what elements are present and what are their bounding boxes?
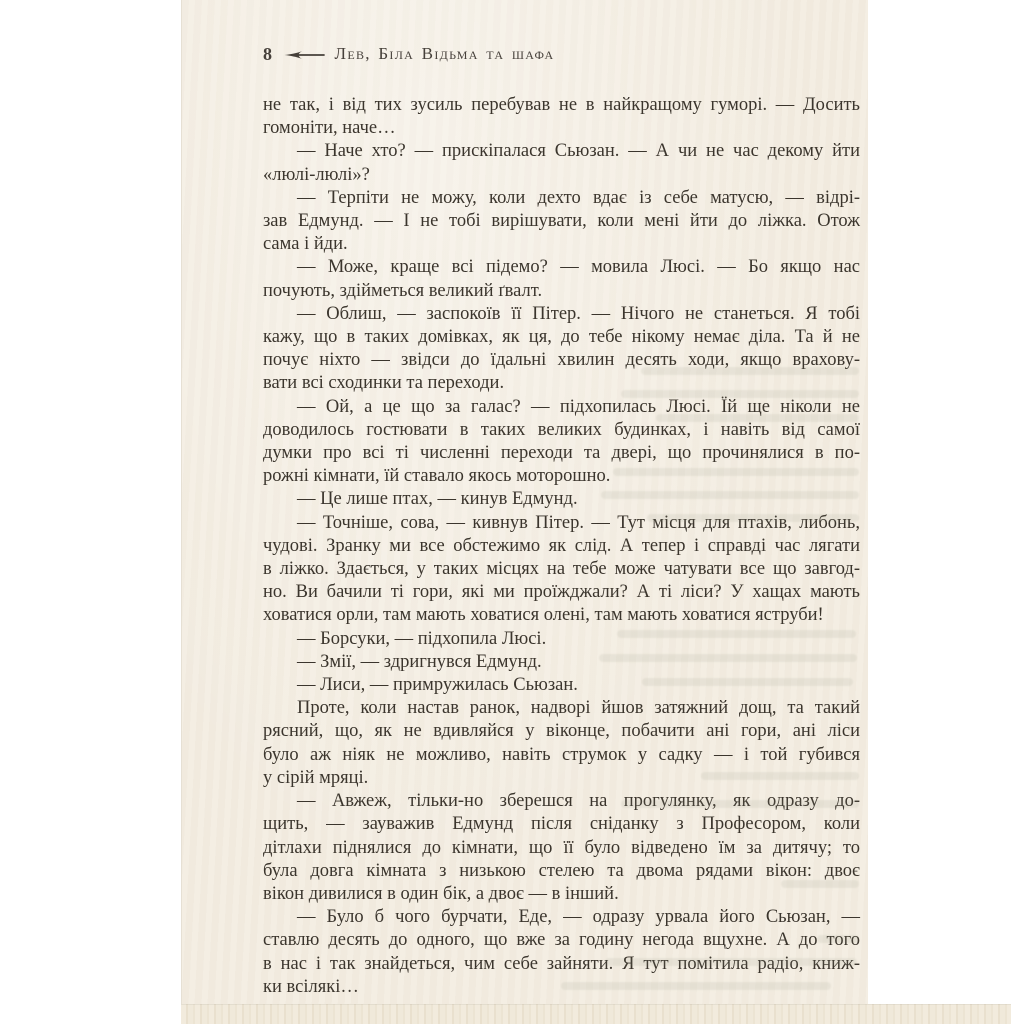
text-line: ховатися орли, там мають ховатися олені, там мають ховатися яструби! [263, 605, 824, 626]
page-bottom-edges [181, 1004, 1011, 1024]
text-line: — Точніше, сова, — кивнув Пітер. — Тут місця для птахів, либонь, [297, 512, 860, 533]
text-line: гомоніти, наче… [263, 118, 396, 139]
text-line: — Може, краще всі підемо? — мовила Люсі. — Бо якщо нас [297, 257, 860, 278]
text-line: кажу, що в таких домівках, як ця, до тебе нікому немає діла. Та й не [263, 327, 860, 348]
text-line: — Наче хто? — прискіпалася Сьюзан. — А чи не час декому йти [297, 141, 860, 162]
text-line: думки про всі ті численні переходи та двері, що прочинялися в по- [263, 443, 860, 464]
bleed-through-artifact [617, 630, 856, 638]
bleed-through-artifact [613, 468, 859, 476]
text-line: у сірій мряці. [263, 767, 369, 788]
text-line: не так, і від тих зусиль перебував не в найкращому гуморі. — Досить [263, 95, 860, 115]
bleed-through-artifact [601, 491, 859, 499]
text-line: доводилось гостювати в таких великих будинках, і навіть від самої [263, 419, 860, 440]
paragraph [263, 303, 860, 396]
paragraph [263, 512, 860, 628]
bleed-through-artifact [599, 654, 857, 662]
text-line: но. Ви бачили ті гори, які ми проїжджали? А ті ліси? У хащах мають [263, 582, 860, 603]
text-line: — Було б чого бурчати, Еде, — одразу урвала його Сьюзан, — [297, 907, 860, 928]
text-line: — Ой, а це що за галас? — підхопилась Люсі. Їй ще ніколи не [297, 396, 860, 417]
text-line: чудові. Зранку ми все обстежимо як слід. А тепер і справді час лягати [263, 535, 860, 556]
text-line: щить, — зауважив Едмунд після сніданку з Професором, коли [263, 814, 860, 835]
text-line: вікон дивилися в один бік, а двоє — в інший. [263, 883, 619, 904]
text-line: зав Едмунд. — І не тобі вирішувати, коли мені йти до ліжка. Отож [263, 211, 860, 232]
page-header [263, 44, 554, 64]
header-ornament-icon [283, 49, 325, 61]
text-line: вати всі сходинки та переходи. [263, 373, 505, 394]
text-line: — Терпіти не можу, коли дехто вдає із себе матусю, — відрі- [297, 187, 860, 208]
bleed-through-artifact [561, 982, 831, 990]
text-line: Проте, коли настав ранок, надворі йшов затяжний дощ, та такий [297, 698, 860, 719]
bleed-through-artifact [656, 414, 859, 422]
text-line: — Авжеж, тільки-но зберешся на прогулянку, як одразу до- [297, 791, 860, 812]
text-line: — Лиси, — примружилась Сьюзан. [297, 675, 578, 696]
running-title: Лев, Біла Відьма та шафа [334, 44, 555, 63]
text-line: «люлі-люлі»? [263, 164, 370, 185]
bleed-through-artifact [621, 800, 859, 808]
text-line: ки всілякі… [263, 976, 359, 997]
bleed-through-artifact [647, 514, 859, 522]
paragraph [263, 256, 860, 302]
bleed-through-artifact [701, 772, 859, 780]
paragraph [263, 187, 860, 257]
text-line: — Це лише птах, — кинув Едмунд. [297, 489, 578, 510]
text-line: в нас і так знайдеться, чим себе зайняти. Я тут помітила радіо, книж- [263, 953, 860, 974]
bleed-through-artifact [817, 935, 859, 943]
paragraph [263, 94, 860, 140]
bleed-through-artifact [642, 678, 853, 686]
text-line: — Змії, — здригнувся Едмунд. [297, 651, 542, 672]
text-line: в ліжко. Здається, у таких місцях на тебе може чатувати все що завгод- [263, 559, 860, 580]
text-line: була довга кімната з низькою стелею та двома рядами вікон: двоє [263, 860, 860, 881]
text-line: сама і йди. [263, 234, 348, 255]
text-line: рожні кімнати, їй ставало якось моторошно. [263, 466, 611, 487]
text-line: — Облиш, — заспокоїв її Пітер. — Нічого не станеться. Я тобі [297, 303, 860, 324]
text-line: ставлю десять до одного, що вже за годину негода вщухне. А до того [263, 930, 860, 951]
bleed-through-artifact [641, 367, 859, 375]
paragraph [263, 140, 860, 186]
text-line: — Борсуки, — підхопила Люсі. [297, 628, 547, 649]
page-number: 8 [263, 43, 273, 64]
bleed-through-artifact [781, 880, 859, 888]
text-line: рясний, що, як не вдивляйся у віконце, побачити ані гори, ані ліси [263, 721, 860, 742]
book-page [181, 0, 868, 1024]
text-line: було аж ніяк не можливо, навіть струмок у садку — і той губився [263, 744, 860, 765]
bleed-through-artifact [621, 390, 859, 398]
text-line: почують, здійметься великий ґвалт. [263, 280, 543, 301]
text-line: почує ніхто — звідси до їдальні хвилин десять ходи, якщо врахову- [263, 350, 860, 371]
text-body [263, 94, 860, 999]
bleed-through-artifact [605, 958, 857, 966]
text-line: дітлахи піднялися до кімнати, що її було відведено їм за дитячу; то [263, 837, 860, 858]
